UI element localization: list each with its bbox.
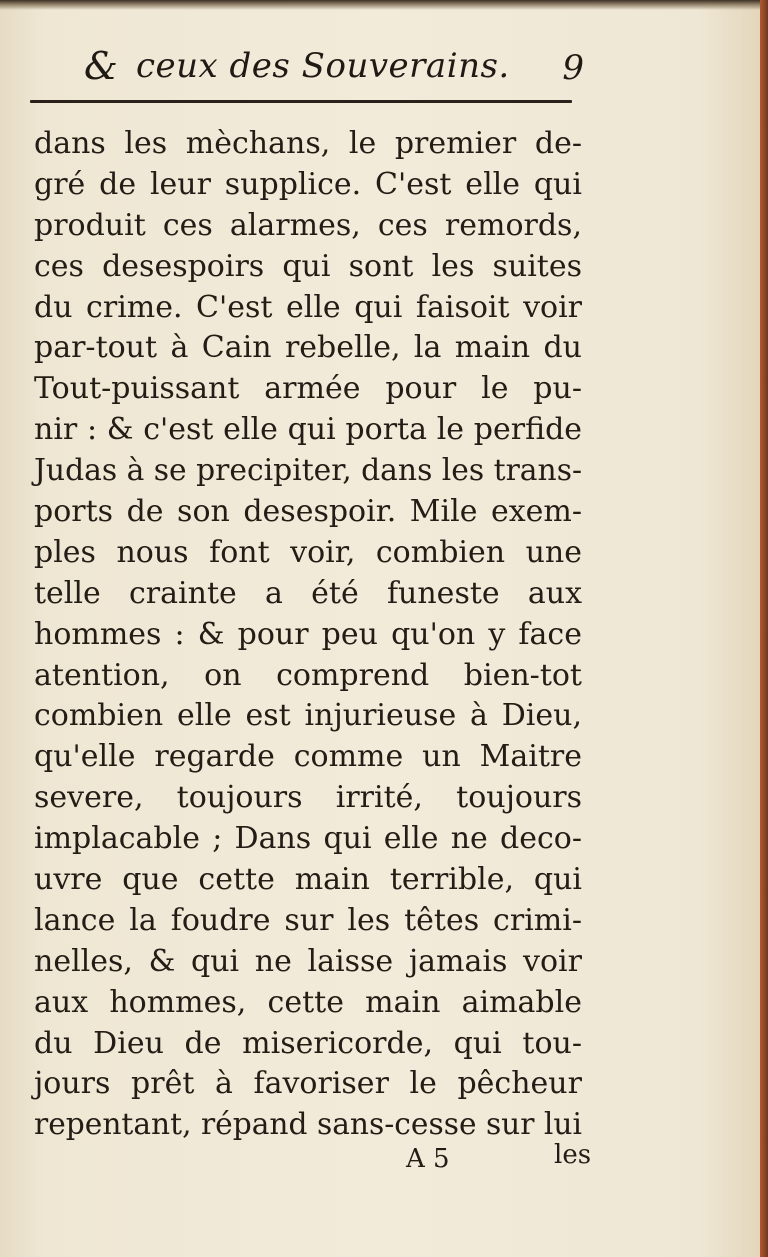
text-line: dans les mèchans, le premier de- xyxy=(34,126,582,161)
text-line: ports de son desespoir. Mile exem- xyxy=(34,494,582,530)
text-line: par-tout à Cain rebelle, la main du xyxy=(34,330,582,366)
text-line: combien elle est injurieuse à Dieu, xyxy=(34,698,583,734)
body-text xyxy=(34,124,594,1146)
page-number: 9 xyxy=(562,48,584,88)
running-header xyxy=(84,40,584,90)
text-line: lance la foudre sur les têtes crimi- xyxy=(34,902,582,938)
text-line: ples nous font voir, combien une xyxy=(34,534,582,570)
running-title: ceux des Souverains. xyxy=(136,46,510,86)
signature-mark: A 5 xyxy=(406,1144,450,1174)
text-line: Judas à se precipiter, dans les trans- xyxy=(34,453,583,489)
text-line: atention, on comprend bien-tot xyxy=(34,657,582,693)
text-line: jours prêt à favoriser le pêcheur xyxy=(34,1066,582,1102)
text-line: du crime. C'est elle qui faisoit voir xyxy=(34,289,583,325)
text-line: severe, toujours irrité, toujours xyxy=(34,780,583,816)
ampersand-ornament: & xyxy=(84,44,118,88)
text-line: uvre que cette main terrible, qui xyxy=(34,862,582,898)
page-footer xyxy=(34,1140,604,1180)
text-line: du Dieu de misericorde, qui tou- xyxy=(34,1025,583,1061)
text-line: nir : & c'est elle qui porta le perfide xyxy=(34,412,583,448)
text-line: nelles, & qui ne laisse jamais voir xyxy=(34,943,582,979)
text-line: qu'elle regarde comme un Maitre xyxy=(34,739,583,775)
page-edge xyxy=(760,0,768,1257)
page-top-shadow xyxy=(0,0,760,10)
text-line: repentant, répand sans-cesse sur lui xyxy=(34,1107,583,1143)
text-line: telle crainte a été funeste aux xyxy=(34,575,583,611)
text-line: Tout-puissant armée pour le pu- xyxy=(34,371,582,407)
text-line: implacable ; Dans qui elle ne deco- xyxy=(34,821,582,857)
text-line: aux hommes, cette main aimable xyxy=(34,984,582,1020)
text-line: gré de leur supplice. C'est elle qui xyxy=(34,166,582,202)
text-line: produit ces alarmes, ces remords, xyxy=(34,207,582,243)
header-rule xyxy=(30,100,572,103)
catchword: les xyxy=(554,1140,592,1170)
text-line: ces desespoirs qui sont les suites xyxy=(34,248,582,284)
text-line: hommes : & pour peu qu'on y face xyxy=(34,616,582,652)
